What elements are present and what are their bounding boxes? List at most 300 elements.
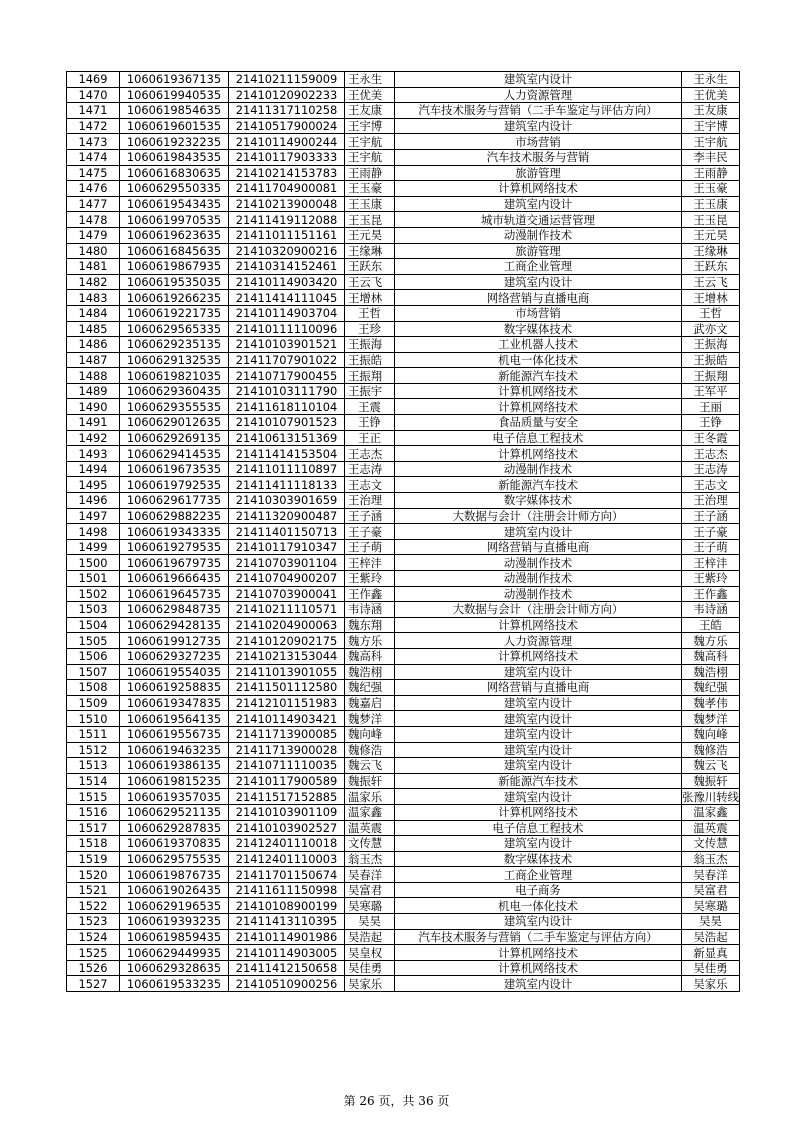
student-name-cell: 吴浩起 xyxy=(345,929,395,945)
major-cell: 机电一体化技术 xyxy=(395,352,682,368)
major-cell: 数字媒体技术 xyxy=(395,321,682,337)
major-cell: 建筑室内设计 xyxy=(395,836,682,852)
recipient-name-cell: 王作鑫 xyxy=(682,586,740,602)
row-number-cell: 1469 xyxy=(67,72,120,88)
major-cell: 电子商务 xyxy=(395,882,682,898)
recipient-name-cell: 魏方乐 xyxy=(682,633,740,649)
table-row xyxy=(67,633,740,649)
student-name-cell: 王作鑫 xyxy=(345,586,395,602)
table-row xyxy=(67,493,740,509)
row-number-cell: 1484 xyxy=(67,305,120,321)
recipient-name-cell: 王子萌 xyxy=(682,539,740,555)
recipient-name-cell: 王振海 xyxy=(682,337,740,353)
table-row xyxy=(67,305,740,321)
student-name-cell: 王震 xyxy=(345,399,395,415)
table-row xyxy=(67,290,740,306)
exam-number-cell: 1060619554035 xyxy=(120,664,229,680)
exam-number-cell: 1060629617735 xyxy=(120,493,229,509)
recipient-name-cell: 王铮 xyxy=(682,415,740,431)
student-name-cell: 魏浩栩 xyxy=(345,664,395,680)
table-row xyxy=(67,820,740,836)
exam-number-cell: 1060629428135 xyxy=(120,617,229,633)
registration-number-cell: 21410111110096 xyxy=(229,321,345,337)
row-number-cell: 1504 xyxy=(67,617,120,633)
major-cell: 动漫制作技术 xyxy=(395,461,682,477)
row-number-cell: 1514 xyxy=(67,773,120,789)
table-row xyxy=(67,914,740,930)
student-name-cell: 王增林 xyxy=(345,290,395,306)
recipient-name-cell: 吴富君 xyxy=(682,882,740,898)
major-cell: 新能源汽车技术 xyxy=(395,773,682,789)
recipient-name-cell: 吴家乐 xyxy=(682,976,740,992)
recipient-name-cell: 王振皓 xyxy=(682,352,740,368)
table-row xyxy=(67,181,740,197)
registration-number-cell: 21410204900063 xyxy=(229,617,345,633)
table-row xyxy=(67,711,740,727)
table-row xyxy=(67,789,740,805)
student-name-cell: 王优美 xyxy=(345,87,395,103)
student-name-cell: 王振宇 xyxy=(345,383,395,399)
row-number-cell: 1526 xyxy=(67,960,120,976)
registration-number-cell: 21410303901659 xyxy=(229,493,345,509)
recipient-name-cell: 王志涛 xyxy=(682,461,740,477)
student-name-cell: 王振皓 xyxy=(345,352,395,368)
recipient-name-cell: 王雨静 xyxy=(682,165,740,181)
registration-number-cell: 21410114903421 xyxy=(229,711,345,727)
registration-number-cell: 21411618110104 xyxy=(229,399,345,415)
major-cell: 人力资源管理 xyxy=(395,87,682,103)
exam-number-cell: 1060619232235 xyxy=(120,134,229,150)
student-name-cell: 魏云飞 xyxy=(345,758,395,774)
exam-number-cell: 1060629550335 xyxy=(120,181,229,197)
row-number-cell: 1489 xyxy=(67,383,120,399)
exam-number-cell: 1060629269135 xyxy=(120,430,229,446)
table-row xyxy=(67,87,740,103)
recipient-name-cell: 魏修浩 xyxy=(682,742,740,758)
major-cell: 网络营销与直播电商 xyxy=(395,680,682,696)
exam-number-cell: 1060629132535 xyxy=(120,352,229,368)
registration-number-cell: 21410703901104 xyxy=(229,555,345,571)
recipient-name-cell: 王子涵 xyxy=(682,508,740,524)
recipient-name-cell: 王哲 xyxy=(682,305,740,321)
exam-number-cell: 1060619645735 xyxy=(120,586,229,602)
registration-number-cell: 21410320900216 xyxy=(229,243,345,259)
table-row xyxy=(67,274,740,290)
recipient-name-cell: 王宇航 xyxy=(682,134,740,150)
exam-number-cell: 1060619876735 xyxy=(120,867,229,883)
table-row xyxy=(67,227,740,243)
exam-number-cell: 1060619912735 xyxy=(120,633,229,649)
student-name-cell: 王宇航 xyxy=(345,149,395,165)
major-cell: 建筑室内设计 xyxy=(395,274,682,290)
table-row xyxy=(67,648,740,664)
row-number-cell: 1478 xyxy=(67,212,120,228)
registration-number-cell: 21411013901055 xyxy=(229,664,345,680)
exam-number-cell: 1060619279535 xyxy=(120,539,229,555)
row-number-cell: 1523 xyxy=(67,914,120,930)
major-cell: 建筑室内设计 xyxy=(395,711,682,727)
table-row xyxy=(67,773,740,789)
registration-number-cell: 21411419112088 xyxy=(229,212,345,228)
row-number-cell: 1493 xyxy=(67,446,120,462)
exam-number-cell: 1060619601535 xyxy=(120,118,229,134)
recipient-name-cell: 王冬霞 xyxy=(682,430,740,446)
major-cell: 建筑室内设计 xyxy=(395,196,682,212)
major-cell: 建筑室内设计 xyxy=(395,695,682,711)
row-number-cell: 1521 xyxy=(67,882,120,898)
recipient-name-cell: 武亦文 xyxy=(682,321,740,337)
student-name-cell: 吴皇权 xyxy=(345,945,395,961)
registration-number-cell: 21410120902233 xyxy=(229,87,345,103)
major-cell: 网络营销与直播电商 xyxy=(395,539,682,555)
student-name-cell: 吴佳勇 xyxy=(345,960,395,976)
table-row xyxy=(67,134,740,150)
table-row xyxy=(67,617,740,633)
registration-number-cell: 21410711110035 xyxy=(229,758,345,774)
recipient-name-cell: 温英震 xyxy=(682,820,740,836)
row-number-cell: 1480 xyxy=(67,243,120,259)
row-number-cell: 1496 xyxy=(67,493,120,509)
recipient-name-cell: 王友康 xyxy=(682,103,740,119)
recipient-name-cell: 吴浩起 xyxy=(682,929,740,945)
registration-number-cell: 21410120902175 xyxy=(229,633,345,649)
major-cell: 机电一体化技术 xyxy=(395,898,682,914)
registration-number-cell: 21411704900081 xyxy=(229,181,345,197)
exam-number-cell: 1060619623635 xyxy=(120,227,229,243)
recipient-name-cell: 李丰民 xyxy=(682,149,740,165)
recipient-name-cell: 翁玉杰 xyxy=(682,851,740,867)
major-cell: 建筑室内设计 xyxy=(395,758,682,774)
registration-number-cell: 21410114900244 xyxy=(229,134,345,150)
recipient-name-cell: 新显真 xyxy=(682,945,740,961)
registration-number-cell: 21411713900028 xyxy=(229,742,345,758)
table-row xyxy=(67,976,740,992)
exam-number-cell: 1060629235135 xyxy=(120,337,229,353)
student-name-cell: 魏纪强 xyxy=(345,680,395,696)
table-row xyxy=(67,415,740,431)
exam-number-cell: 1060619370835 xyxy=(120,836,229,852)
row-number-cell: 1516 xyxy=(67,804,120,820)
student-name-cell: 吴寒璐 xyxy=(345,898,395,914)
row-number-cell: 1522 xyxy=(67,898,120,914)
exam-number-cell: 1060629287835 xyxy=(120,820,229,836)
recipient-name-cell: 王梓沣 xyxy=(682,555,740,571)
table-row xyxy=(67,352,740,368)
registration-number-cell: 21410510900256 xyxy=(229,976,345,992)
table-row xyxy=(67,399,740,415)
row-number-cell: 1498 xyxy=(67,524,120,540)
row-number-cell: 1527 xyxy=(67,976,120,992)
table-row xyxy=(67,695,740,711)
recipient-name-cell: 王玉昆 xyxy=(682,212,740,228)
registration-number-cell: 21411501112580 xyxy=(229,680,345,696)
exam-number-cell: 1060629355535 xyxy=(120,399,229,415)
major-cell: 建筑室内设计 xyxy=(395,914,682,930)
table-row xyxy=(67,149,740,165)
major-cell: 动漫制作技术 xyxy=(395,227,682,243)
exam-number-cell: 1060619357035 xyxy=(120,789,229,805)
registration-number-cell: 21411611150998 xyxy=(229,882,345,898)
table-row xyxy=(67,664,740,680)
major-cell: 汽车技术服务与营销（二手车鉴定与评估方向） xyxy=(395,929,682,945)
registration-number-cell: 21410117903333 xyxy=(229,149,345,165)
registration-number-cell: 21410114903420 xyxy=(229,274,345,290)
recipient-name-cell: 王紫玲 xyxy=(682,571,740,587)
major-cell: 建筑室内设计 xyxy=(395,118,682,134)
recipient-name-cell: 魏振轩 xyxy=(682,773,740,789)
table-row xyxy=(67,945,740,961)
registration-number-cell: 21410517900024 xyxy=(229,118,345,134)
registration-number-cell: 21410613151369 xyxy=(229,430,345,446)
exam-number-cell: 1060629575535 xyxy=(120,851,229,867)
exam-number-cell: 1060619673535 xyxy=(120,461,229,477)
recipient-name-cell: 王优美 xyxy=(682,87,740,103)
exam-number-cell: 1060619815235 xyxy=(120,773,229,789)
exam-number-cell: 1060629328635 xyxy=(120,960,229,976)
exam-number-cell: 1060619970535 xyxy=(120,212,229,228)
row-number-cell: 1485 xyxy=(67,321,120,337)
student-table xyxy=(66,71,740,992)
table-row xyxy=(67,508,740,524)
exam-number-cell: 1060619843535 xyxy=(120,149,229,165)
row-number-cell: 1473 xyxy=(67,134,120,150)
recipient-name-cell: 魏向峰 xyxy=(682,726,740,742)
student-name-cell: 魏梦洋 xyxy=(345,711,395,727)
registration-number-cell: 21411713900085 xyxy=(229,726,345,742)
registration-number-cell: 21411701150674 xyxy=(229,867,345,883)
table-row xyxy=(67,212,740,228)
major-cell: 人力资源管理 xyxy=(395,633,682,649)
row-number-cell: 1519 xyxy=(67,851,120,867)
major-cell: 建筑室内设计 xyxy=(395,789,682,805)
recipient-name-cell: 王皓 xyxy=(682,617,740,633)
registration-number-cell: 21410117900589 xyxy=(229,773,345,789)
row-number-cell: 1508 xyxy=(67,680,120,696)
row-number-cell: 1479 xyxy=(67,227,120,243)
row-number-cell: 1509 xyxy=(67,695,120,711)
student-name-cell: 吴春洋 xyxy=(345,867,395,883)
exam-number-cell: 1060619258835 xyxy=(120,680,229,696)
recipient-name-cell: 王宇博 xyxy=(682,118,740,134)
table-row xyxy=(67,477,740,493)
student-name-cell: 吴家乐 xyxy=(345,976,395,992)
major-cell: 建筑室内设计 xyxy=(395,742,682,758)
registration-number-cell: 21411707901022 xyxy=(229,352,345,368)
exam-number-cell: 1060629449935 xyxy=(120,945,229,961)
student-name-cell: 吴昊 xyxy=(345,914,395,930)
registration-number-cell: 21410114901986 xyxy=(229,929,345,945)
row-number-cell: 1475 xyxy=(67,165,120,181)
major-cell: 计算机网络技术 xyxy=(395,181,682,197)
exam-number-cell: 1060629360435 xyxy=(120,383,229,399)
registration-number-cell: 21412401110018 xyxy=(229,836,345,852)
recipient-name-cell: 王丽 xyxy=(682,399,740,415)
recipient-name-cell: 王振翔 xyxy=(682,368,740,384)
student-name-cell: 王跃东 xyxy=(345,259,395,275)
table-row xyxy=(67,196,740,212)
recipient-name-cell: 王缘琳 xyxy=(682,243,740,259)
table-row xyxy=(67,430,740,446)
table-row xyxy=(67,103,740,119)
row-number-cell: 1501 xyxy=(67,571,120,587)
table-row xyxy=(67,836,740,852)
recipient-name-cell: 温家鑫 xyxy=(682,804,740,820)
major-cell: 计算机网络技术 xyxy=(395,648,682,664)
recipient-name-cell: 王军平 xyxy=(682,383,740,399)
registration-number-cell: 21410108900199 xyxy=(229,898,345,914)
major-cell: 建筑室内设计 xyxy=(395,726,682,742)
student-name-cell: 魏振轩 xyxy=(345,773,395,789)
major-cell: 计算机网络技术 xyxy=(395,804,682,820)
registration-number-cell: 21411320900487 xyxy=(229,508,345,524)
registration-number-cell: 21412401110003 xyxy=(229,851,345,867)
recipient-name-cell: 王子豪 xyxy=(682,524,740,540)
major-cell: 旅游管理 xyxy=(395,243,682,259)
table-row xyxy=(67,680,740,696)
student-name-cell: 王玉康 xyxy=(345,196,395,212)
row-number-cell: 1486 xyxy=(67,337,120,353)
student-table-body xyxy=(67,72,740,992)
registration-number-cell: 21410103902527 xyxy=(229,820,345,836)
row-number-cell: 1507 xyxy=(67,664,120,680)
exam-number-cell: 1060616830635 xyxy=(120,165,229,181)
recipient-name-cell: 魏孝伟 xyxy=(682,695,740,711)
major-cell: 市场营销 xyxy=(395,134,682,150)
table-row xyxy=(67,539,740,555)
table-row xyxy=(67,72,740,88)
row-number-cell: 1490 xyxy=(67,399,120,415)
major-cell: 汽车技术服务与营销 xyxy=(395,149,682,165)
row-number-cell: 1492 xyxy=(67,430,120,446)
table-row xyxy=(67,586,740,602)
exam-number-cell: 1060619666435 xyxy=(120,571,229,587)
student-name-cell: 王振翔 xyxy=(345,368,395,384)
recipient-name-cell: 吴昊 xyxy=(682,914,740,930)
recipient-name-cell: 王跃东 xyxy=(682,259,740,275)
major-cell: 汽车技术服务与营销（二手车鉴定与评估方向） xyxy=(395,103,682,119)
exam-number-cell: 1060619393235 xyxy=(120,914,229,930)
table-row xyxy=(67,804,740,820)
major-cell: 工业机器人技术 xyxy=(395,337,682,353)
registration-number-cell: 21410211159009 xyxy=(229,72,345,88)
registration-number-cell: 21410103111790 xyxy=(229,383,345,399)
major-cell: 数字媒体技术 xyxy=(395,851,682,867)
exam-number-cell: 1060619347835 xyxy=(120,695,229,711)
table-row xyxy=(67,243,740,259)
row-number-cell: 1506 xyxy=(67,648,120,664)
exam-number-cell: 1060619940535 xyxy=(120,87,229,103)
major-cell: 动漫制作技术 xyxy=(395,555,682,571)
recipient-name-cell: 韦诗涵 xyxy=(682,602,740,618)
student-name-cell: 温英震 xyxy=(345,820,395,836)
student-name-cell: 王宇航 xyxy=(345,134,395,150)
table-row xyxy=(67,758,740,774)
page-footer: 第 26 页，共 36 页 xyxy=(343,1094,450,1108)
table-row xyxy=(67,368,740,384)
row-number-cell: 1505 xyxy=(67,633,120,649)
exam-number-cell: 1060619343335 xyxy=(120,524,229,540)
recipient-name-cell: 魏纪强 xyxy=(682,680,740,696)
exam-number-cell: 1060619535035 xyxy=(120,274,229,290)
recipient-name-cell: 王永生 xyxy=(682,72,740,88)
student-name-cell: 韦诗涵 xyxy=(345,602,395,618)
registration-number-cell: 21411411118133 xyxy=(229,477,345,493)
registration-number-cell: 21410117910347 xyxy=(229,539,345,555)
registration-number-cell: 21411011110897 xyxy=(229,461,345,477)
student-name-cell: 魏嘉启 xyxy=(345,695,395,711)
row-number-cell: 1476 xyxy=(67,181,120,197)
registration-number-cell: 21411011151161 xyxy=(229,227,345,243)
exam-number-cell: 1060629848735 xyxy=(120,602,229,618)
table-row xyxy=(67,571,740,587)
exam-number-cell: 1060619792535 xyxy=(120,477,229,493)
exam-number-cell: 1060619266235 xyxy=(120,290,229,306)
table-row xyxy=(67,960,740,976)
recipient-name-cell: 魏云飞 xyxy=(682,758,740,774)
student-name-cell: 吴富君 xyxy=(345,882,395,898)
row-number-cell: 1499 xyxy=(67,539,120,555)
registration-number-cell: 21410314152461 xyxy=(229,259,345,275)
exam-number-cell: 1060619463235 xyxy=(120,742,229,758)
registration-number-cell: 21410704900207 xyxy=(229,571,345,587)
row-number-cell: 1494 xyxy=(67,461,120,477)
student-name-cell: 魏方乐 xyxy=(345,633,395,649)
table-row xyxy=(67,867,740,883)
table-row xyxy=(67,898,740,914)
major-cell: 新能源汽车技术 xyxy=(395,477,682,493)
recipient-name-cell: 魏高科 xyxy=(682,648,740,664)
major-cell: 计算机网络技术 xyxy=(395,945,682,961)
student-name-cell: 温家乐 xyxy=(345,789,395,805)
major-cell: 数字媒体技术 xyxy=(395,493,682,509)
major-cell: 计算机网络技术 xyxy=(395,446,682,462)
registration-number-cell: 21410213900048 xyxy=(229,196,345,212)
exam-number-cell: 1060629565335 xyxy=(120,321,229,337)
table-row xyxy=(67,882,740,898)
exam-number-cell: 1060629414535 xyxy=(120,446,229,462)
table-row xyxy=(67,524,740,540)
table-row xyxy=(67,337,740,353)
recipient-name-cell: 吴寒璐 xyxy=(682,898,740,914)
student-name-cell: 王云飞 xyxy=(345,274,395,290)
student-name-cell: 王珍 xyxy=(345,321,395,337)
table-row xyxy=(67,742,740,758)
student-name-cell: 王子涵 xyxy=(345,508,395,524)
student-name-cell: 王铮 xyxy=(345,415,395,431)
table-row xyxy=(67,259,740,275)
student-name-cell: 王振海 xyxy=(345,337,395,353)
row-number-cell: 1517 xyxy=(67,820,120,836)
recipient-name-cell: 魏浩栩 xyxy=(682,664,740,680)
major-cell: 电子信息工程技术 xyxy=(395,820,682,836)
recipient-name-cell: 张豫川转线 xyxy=(682,789,739,804)
exam-number-cell: 1060616845635 xyxy=(120,243,229,259)
major-cell: 计算机网络技术 xyxy=(395,383,682,399)
student-name-cell: 王志涛 xyxy=(345,461,395,477)
student-name-cell: 王哲 xyxy=(345,305,395,321)
major-cell: 市场营销 xyxy=(395,305,682,321)
student-name-cell: 王治理 xyxy=(345,493,395,509)
registration-number-cell: 21410211110571 xyxy=(229,602,345,618)
exam-number-cell: 1060619367135 xyxy=(120,72,229,88)
student-name-cell: 王永生 xyxy=(345,72,395,88)
major-cell: 电子信息工程技术 xyxy=(395,430,682,446)
table-row xyxy=(67,555,740,571)
row-number-cell: 1481 xyxy=(67,259,120,275)
table-row xyxy=(67,446,740,462)
student-name-cell: 王紫玲 xyxy=(345,571,395,587)
student-name-cell: 王玉昆 xyxy=(345,212,395,228)
